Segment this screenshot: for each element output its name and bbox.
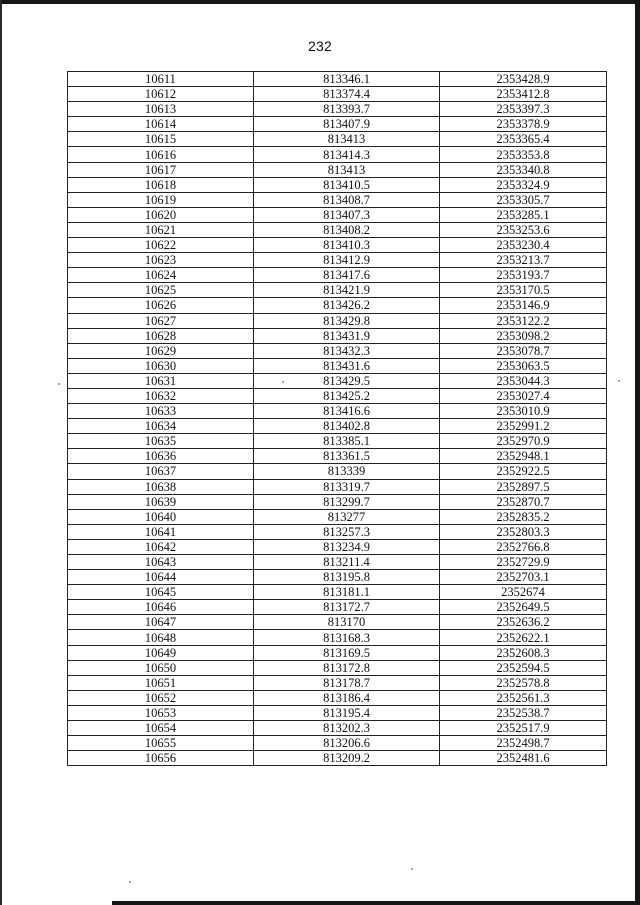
y-coordinate-cell: 2353027.4 — [440, 388, 607, 403]
x-coordinate-cell: 813202.3 — [254, 721, 440, 736]
point-number-cell: 10644 — [68, 570, 254, 585]
table-row — [68, 434, 607, 449]
x-coordinate-cell: 813431.9 — [254, 328, 440, 343]
x-coordinate-cell: 813257.3 — [254, 524, 440, 539]
x-coordinate-cell: 813374.4 — [254, 87, 440, 102]
table-row — [68, 177, 607, 192]
point-number-cell: 10612 — [68, 87, 254, 102]
point-number-cell: 10623 — [68, 253, 254, 268]
x-coordinate-cell: 813172.7 — [254, 600, 440, 615]
table-row — [68, 555, 607, 570]
y-coordinate-cell: 2353253.6 — [440, 222, 607, 237]
point-number-cell: 10637 — [68, 464, 254, 479]
y-coordinate-cell: 2353122.2 — [440, 313, 607, 328]
y-coordinate-cell: 2352897.5 — [440, 479, 607, 494]
y-coordinate-cell: 2353010.9 — [440, 404, 607, 419]
point-number-cell: 10617 — [68, 162, 254, 177]
table-row — [68, 313, 607, 328]
point-number-cell: 10618 — [68, 177, 254, 192]
scan-top-border — [0, 0, 640, 4]
point-number-cell: 10625 — [68, 283, 254, 298]
point-number-cell: 10616 — [68, 147, 254, 162]
x-coordinate-cell: 813195.4 — [254, 705, 440, 720]
table-row — [68, 449, 607, 464]
point-number-cell: 10641 — [68, 524, 254, 539]
x-coordinate-cell: 813431.6 — [254, 358, 440, 373]
x-coordinate-cell: 813186.4 — [254, 690, 440, 705]
point-number-cell: 10646 — [68, 600, 254, 615]
scan-left-border — [0, 0, 2, 905]
point-number-cell: 10615 — [68, 132, 254, 147]
table-row — [68, 615, 607, 630]
x-coordinate-cell: 813414.3 — [254, 147, 440, 162]
point-number-cell: 10651 — [68, 675, 254, 690]
table-row — [68, 132, 607, 147]
x-coordinate-cell: 813178.7 — [254, 675, 440, 690]
point-number-cell: 10624 — [68, 268, 254, 283]
y-coordinate-cell: 2352561.3 — [440, 690, 607, 705]
y-coordinate-cell: 2352608.3 — [440, 645, 607, 660]
point-number-cell: 10649 — [68, 645, 254, 660]
x-coordinate-cell: 813407.3 — [254, 207, 440, 222]
point-number-cell: 10635 — [68, 434, 254, 449]
point-number-cell: 10628 — [68, 328, 254, 343]
table-row — [68, 373, 607, 388]
x-coordinate-cell: 813402.8 — [254, 419, 440, 434]
point-number-cell: 10656 — [68, 751, 254, 766]
x-coordinate-cell: 813211.4 — [254, 555, 440, 570]
y-coordinate-cell: 2352729.9 — [440, 555, 607, 570]
point-number-cell: 10638 — [68, 479, 254, 494]
table-row — [68, 328, 607, 343]
coordinates-table — [67, 71, 607, 766]
point-number-cell: 10611 — [68, 72, 254, 87]
scan-speck — [411, 868, 413, 870]
table-row — [68, 645, 607, 660]
x-coordinate-cell: 813417.6 — [254, 268, 440, 283]
scan-speck — [618, 380, 620, 382]
table-row — [68, 509, 607, 524]
x-coordinate-cell: 813169.5 — [254, 645, 440, 660]
point-number-cell: 10643 — [68, 555, 254, 570]
point-number-cell: 10648 — [68, 630, 254, 645]
point-number-cell: 10652 — [68, 690, 254, 705]
point-number-cell: 10613 — [68, 102, 254, 117]
y-coordinate-cell: 2352649.5 — [440, 600, 607, 615]
x-coordinate-cell: 813426.2 — [254, 298, 440, 313]
y-coordinate-cell: 2352622.1 — [440, 630, 607, 645]
x-coordinate-cell: 813410.5 — [254, 177, 440, 192]
point-number-cell: 10619 — [68, 192, 254, 207]
table-row — [68, 162, 607, 177]
table-row — [68, 660, 607, 675]
table-row — [68, 464, 607, 479]
point-number-cell: 10639 — [68, 494, 254, 509]
x-coordinate-cell: 813432.3 — [254, 343, 440, 358]
scan-bottom-border — [112, 901, 640, 905]
scan-right-border — [635, 0, 640, 905]
x-coordinate-cell: 813206.6 — [254, 736, 440, 751]
y-coordinate-cell: 2353193.7 — [440, 268, 607, 283]
table-row — [68, 147, 607, 162]
table-row — [68, 630, 607, 645]
y-coordinate-cell: 2353412.8 — [440, 87, 607, 102]
point-number-cell: 10630 — [68, 358, 254, 373]
y-coordinate-cell: 2353213.7 — [440, 253, 607, 268]
table-row — [68, 102, 607, 117]
coordinates-table-body — [68, 72, 607, 766]
x-coordinate-cell: 813429.5 — [254, 373, 440, 388]
x-coordinate-cell: 813413 — [254, 162, 440, 177]
y-coordinate-cell: 2352498.7 — [440, 736, 607, 751]
point-number-cell: 10627 — [68, 313, 254, 328]
y-coordinate-cell: 2353285.1 — [440, 207, 607, 222]
y-coordinate-cell: 2353170.5 — [440, 283, 607, 298]
x-coordinate-cell: 813421.9 — [254, 283, 440, 298]
scan-speck — [129, 881, 131, 883]
table-row — [68, 705, 607, 720]
table-row — [68, 690, 607, 705]
table-row — [68, 87, 607, 102]
x-coordinate-cell: 813168.3 — [254, 630, 440, 645]
x-coordinate-cell: 813172.8 — [254, 660, 440, 675]
x-coordinate-cell: 813425.2 — [254, 388, 440, 403]
table-row — [68, 751, 607, 766]
y-coordinate-cell: 2352948.1 — [440, 449, 607, 464]
table-row — [68, 419, 607, 434]
x-coordinate-cell: 813385.1 — [254, 434, 440, 449]
table-row — [68, 736, 607, 751]
x-coordinate-cell: 813170 — [254, 615, 440, 630]
page-number: 232 — [308, 38, 332, 54]
table-row — [68, 117, 607, 132]
y-coordinate-cell: 2352991.2 — [440, 419, 607, 434]
table-row — [68, 268, 607, 283]
y-coordinate-cell: 2353378.9 — [440, 117, 607, 132]
table-row — [68, 358, 607, 373]
x-coordinate-cell: 813413 — [254, 132, 440, 147]
y-coordinate-cell: 2353146.9 — [440, 298, 607, 313]
x-coordinate-cell: 813339 — [254, 464, 440, 479]
point-number-cell: 10642 — [68, 539, 254, 554]
y-coordinate-cell: 2353353.8 — [440, 147, 607, 162]
scan-speck — [58, 383, 60, 385]
table-row — [68, 585, 607, 600]
x-coordinate-cell: 813408.7 — [254, 192, 440, 207]
y-coordinate-cell: 2352922.5 — [440, 464, 607, 479]
y-coordinate-cell: 2352517.9 — [440, 721, 607, 736]
y-coordinate-cell: 2353365.4 — [440, 132, 607, 147]
y-coordinate-cell: 2353063.5 — [440, 358, 607, 373]
table-row — [68, 222, 607, 237]
y-coordinate-cell: 2352594.5 — [440, 660, 607, 675]
y-coordinate-cell: 2353098.2 — [440, 328, 607, 343]
point-number-cell: 10634 — [68, 419, 254, 434]
y-coordinate-cell: 2352538.7 — [440, 705, 607, 720]
x-coordinate-cell: 813412.9 — [254, 253, 440, 268]
point-number-cell: 10626 — [68, 298, 254, 313]
x-coordinate-cell: 813361.5 — [254, 449, 440, 464]
table-row — [68, 675, 607, 690]
x-coordinate-cell: 813181.1 — [254, 585, 440, 600]
table-row — [68, 207, 607, 222]
x-coordinate-cell: 813416.6 — [254, 404, 440, 419]
x-coordinate-cell: 813393.7 — [254, 102, 440, 117]
x-coordinate-cell: 813319.7 — [254, 479, 440, 494]
x-coordinate-cell: 813299.7 — [254, 494, 440, 509]
point-number-cell: 10632 — [68, 388, 254, 403]
point-number-cell: 10629 — [68, 343, 254, 358]
point-number-cell: 10653 — [68, 705, 254, 720]
y-coordinate-cell: 2353324.9 — [440, 177, 607, 192]
x-coordinate-cell: 813408.2 — [254, 222, 440, 237]
table-row — [68, 72, 607, 87]
y-coordinate-cell: 2352481.6 — [440, 751, 607, 766]
point-number-cell: 10636 — [68, 449, 254, 464]
table-row — [68, 494, 607, 509]
y-coordinate-cell: 2353428.9 — [440, 72, 607, 87]
y-coordinate-cell: 2353230.4 — [440, 238, 607, 253]
point-number-cell: 10622 — [68, 238, 254, 253]
table-row — [68, 524, 607, 539]
table-row — [68, 539, 607, 554]
point-number-cell: 10631 — [68, 373, 254, 388]
point-number-cell: 10633 — [68, 404, 254, 419]
point-number-cell: 10650 — [68, 660, 254, 675]
y-coordinate-cell: 2352970.9 — [440, 434, 607, 449]
y-coordinate-cell: 2352636.2 — [440, 615, 607, 630]
y-coordinate-cell: 2352766.8 — [440, 539, 607, 554]
x-coordinate-cell: 813195.8 — [254, 570, 440, 585]
point-number-cell: 10640 — [68, 509, 254, 524]
y-coordinate-cell: 2352578.8 — [440, 675, 607, 690]
x-coordinate-cell: 813346.1 — [254, 72, 440, 87]
y-coordinate-cell: 2353397.3 — [440, 102, 607, 117]
point-number-cell: 10614 — [68, 117, 254, 132]
y-coordinate-cell: 2352803.3 — [440, 524, 607, 539]
table-row — [68, 283, 607, 298]
x-coordinate-cell: 813407.9 — [254, 117, 440, 132]
table-row — [68, 479, 607, 494]
point-number-cell: 10654 — [68, 721, 254, 736]
x-coordinate-cell: 813410.3 — [254, 238, 440, 253]
x-coordinate-cell: 813234.9 — [254, 539, 440, 554]
table-row — [68, 343, 607, 358]
table-row — [68, 298, 607, 313]
y-coordinate-cell: 2352835.2 — [440, 509, 607, 524]
y-coordinate-cell: 2352870.7 — [440, 494, 607, 509]
y-coordinate-cell: 2353305.7 — [440, 192, 607, 207]
scan-speck — [282, 381, 284, 383]
table-row — [68, 388, 607, 403]
y-coordinate-cell: 2353044.3 — [440, 373, 607, 388]
point-number-cell: 10620 — [68, 207, 254, 222]
x-coordinate-cell: 813209.2 — [254, 751, 440, 766]
table-row — [68, 404, 607, 419]
point-number-cell: 10647 — [68, 615, 254, 630]
table-row — [68, 721, 607, 736]
y-coordinate-cell: 2352674 — [440, 585, 607, 600]
table-row — [68, 192, 607, 207]
x-coordinate-cell: 813277 — [254, 509, 440, 524]
point-number-cell: 10655 — [68, 736, 254, 751]
table-row — [68, 600, 607, 615]
table-row — [68, 570, 607, 585]
y-coordinate-cell: 2352703.1 — [440, 570, 607, 585]
point-number-cell: 10621 — [68, 222, 254, 237]
point-number-cell: 10645 — [68, 585, 254, 600]
table-row — [68, 238, 607, 253]
x-coordinate-cell: 813429.8 — [254, 313, 440, 328]
table-row — [68, 253, 607, 268]
y-coordinate-cell: 2353078.7 — [440, 343, 607, 358]
y-coordinate-cell: 2353340.8 — [440, 162, 607, 177]
